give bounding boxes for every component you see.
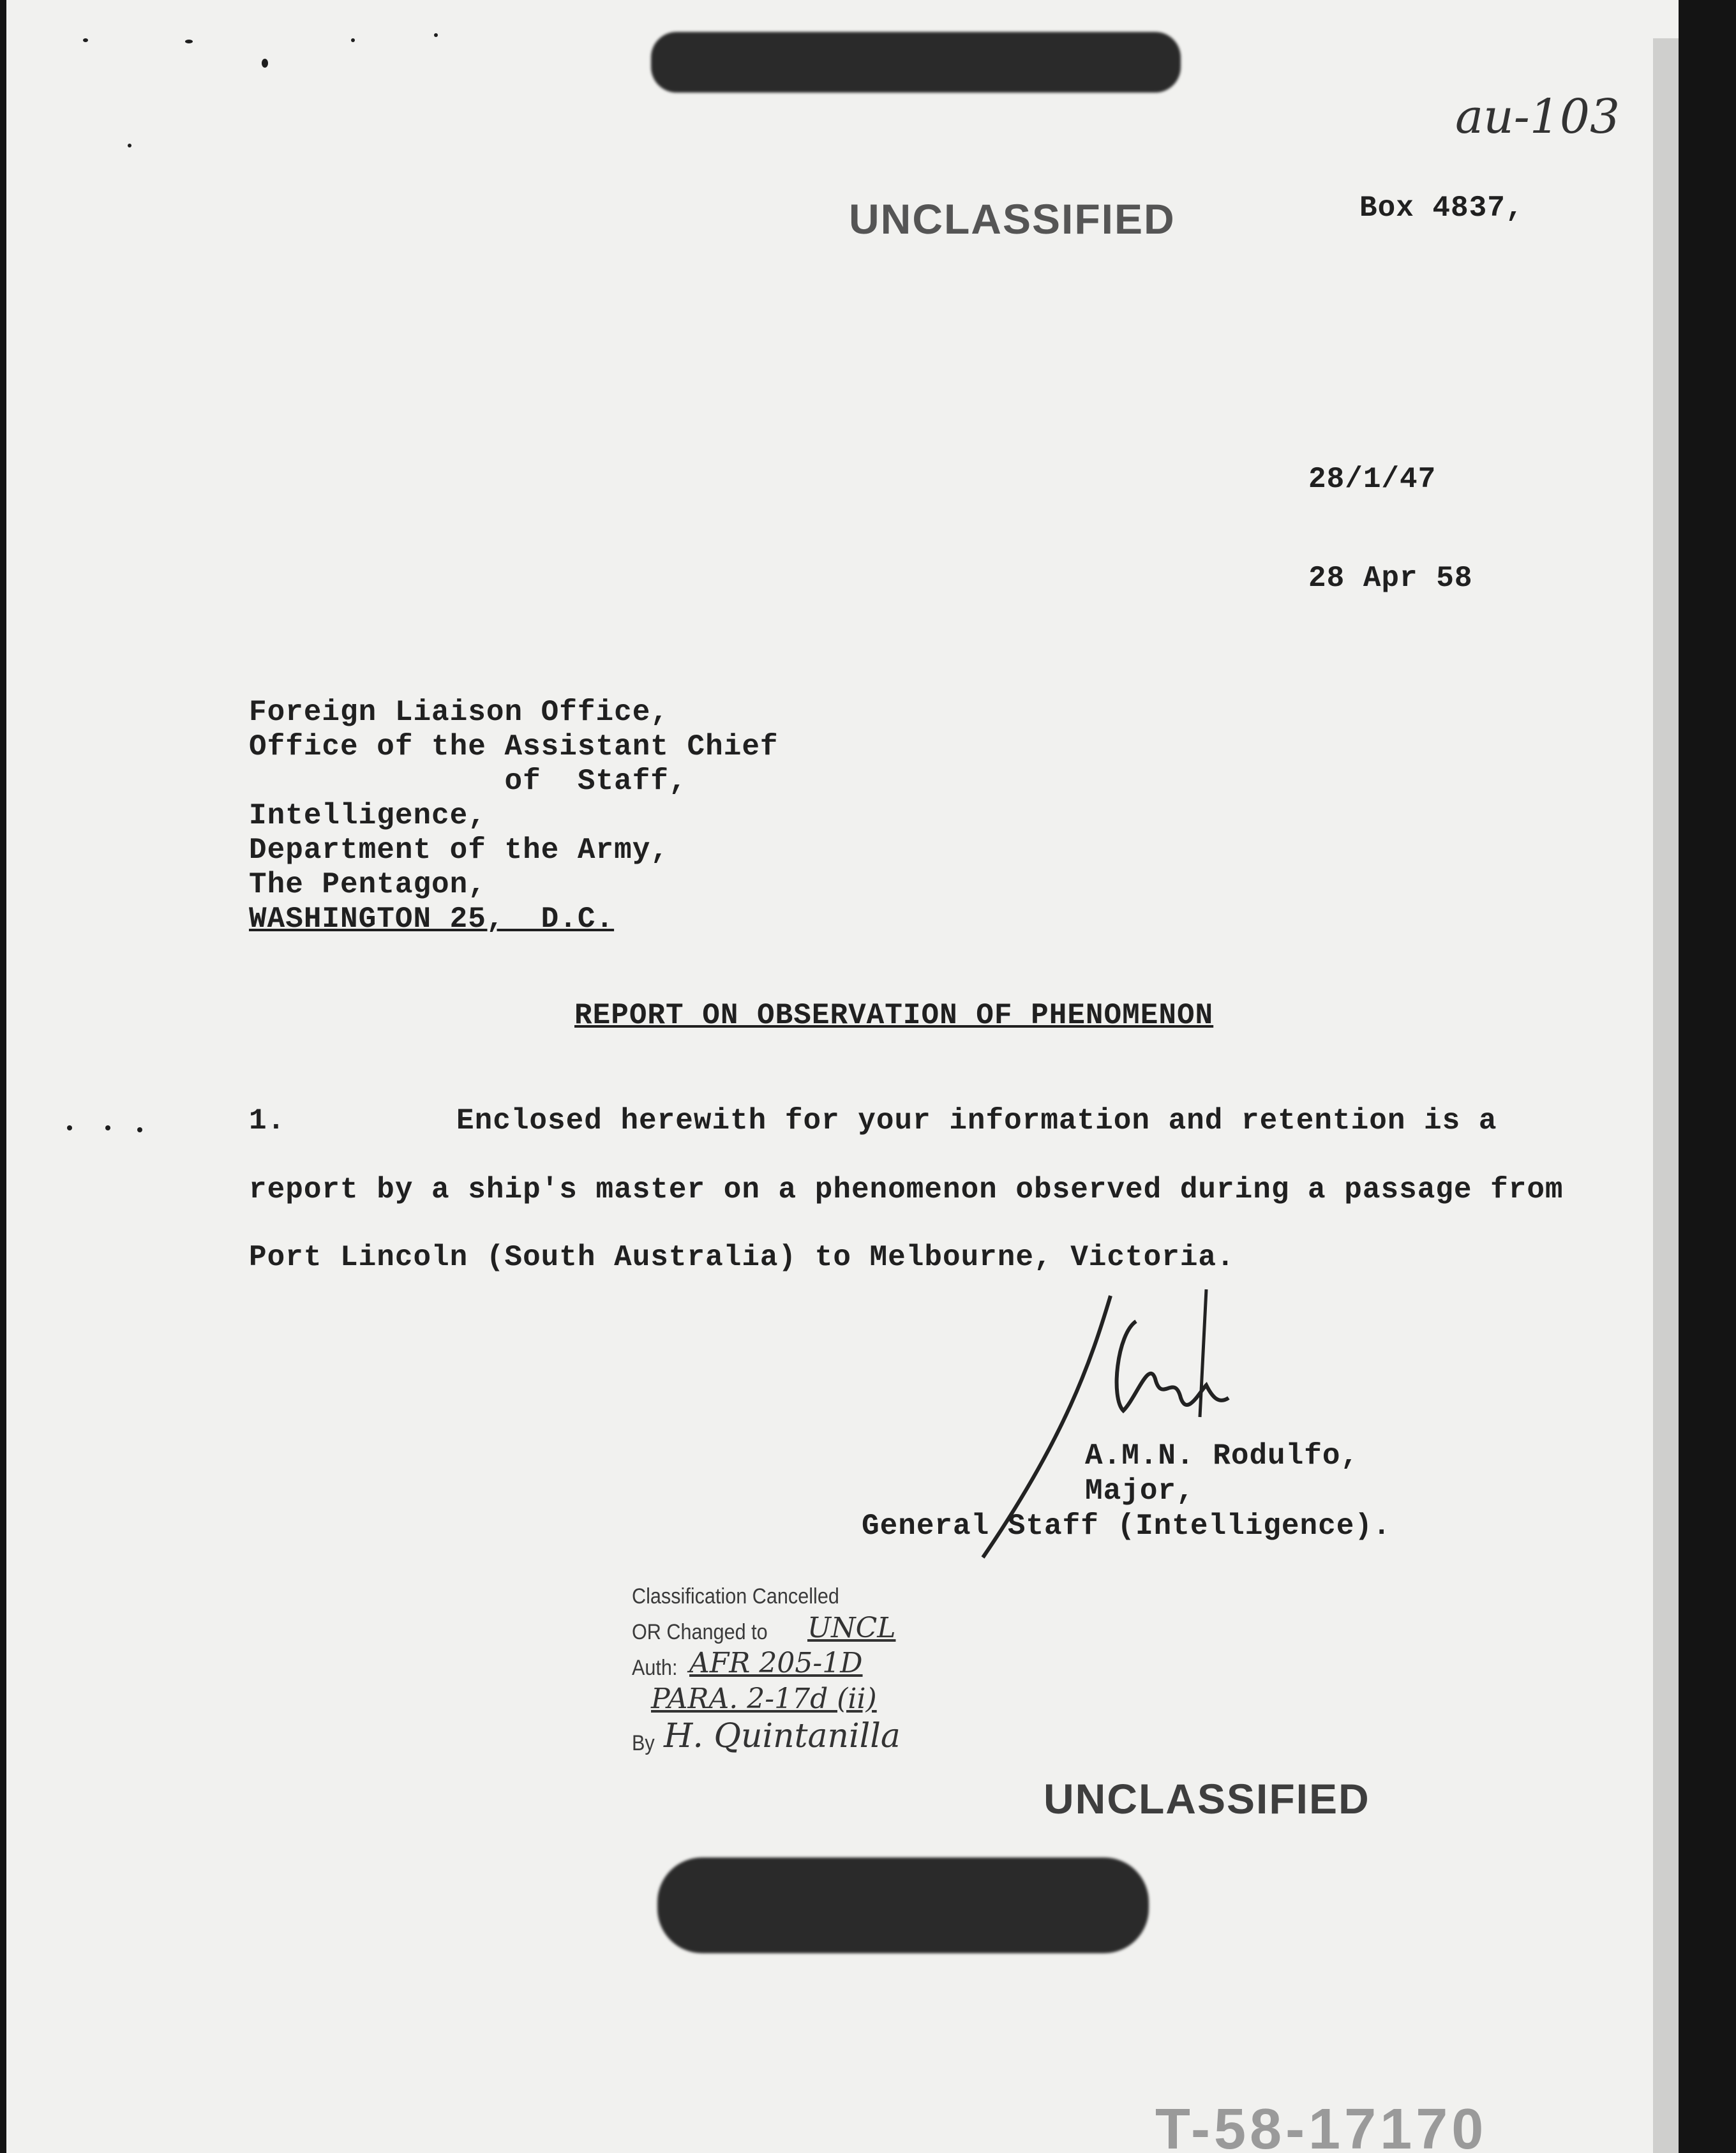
footer-document-number: T-58-17170 [1155, 2097, 1488, 2153]
body-line-2: report by a ship's master on a phenomenon observed during a passage from [249, 1173, 1564, 1206]
body-line-3: Port Lincoln (South Australia) to Melbourne, Victoria. [249, 1241, 1235, 1274]
address-line: of Staff, [249, 765, 687, 798]
redaction-bar-bottom [657, 1857, 1149, 1953]
declass-line-3-label: Auth: [632, 1656, 678, 1680]
page-edge-shadow [1653, 38, 1679, 2153]
dust-speck [185, 40, 193, 43]
signatory-name: A.M.N. Rodulfo, [1085, 1439, 1359, 1473]
dust-speck [351, 38, 355, 42]
box-reference: Box 4837, [1359, 191, 1524, 225]
declass-line-2-value: UNCL [807, 1612, 896, 1644]
address-line: The Pentagon, [249, 868, 486, 901]
unclassified-stamp-bottom: UNCLASSIFIED [1044, 1775, 1370, 1822]
redaction-bar-top [651, 32, 1181, 93]
declass-line-3-value: AFR 205-1D [689, 1647, 863, 1679]
dust-speck [83, 38, 88, 42]
signatory-rank: Major, [1085, 1474, 1195, 1508]
address-line: Foreign Liaison Office, [249, 696, 669, 729]
dust-speck [262, 59, 268, 68]
declass-line-2-label: OR Changed to [632, 1620, 768, 1644]
dust-speck [137, 1127, 142, 1132]
handwritten-reference: au-103 [1455, 89, 1620, 144]
address-city: WASHINGTON 25, D.C. [249, 903, 615, 936]
signatory-title: General Staff (Intelligence). [862, 1510, 1391, 1543]
declass-line-5-value: H. Quintanilla [664, 1717, 901, 1755]
address-line: Intelligence, [249, 799, 486, 832]
address-line: Department of the Army, [249, 834, 669, 867]
declass-line-1: Classification Cancelled [632, 1584, 839, 1609]
address-line: Office of the Assistant Chief [249, 730, 779, 763]
dust-speck [434, 33, 438, 37]
body-line-1: Enclosed herewith for your information and retention is a [456, 1104, 1497, 1137]
declass-line-5-label: By [632, 1731, 655, 1755]
letter-date: 28 Apr 58 [1308, 562, 1473, 595]
reference-number: 28/1/47 [1308, 463, 1437, 496]
declass-line-4-value: PARA. 2-17d (ii) [651, 1683, 877, 1715]
subject-heading: REPORT ON OBSERVATION OF PHENOMENON [574, 999, 1214, 1032]
dust-speck [128, 144, 131, 147]
dust-speck [67, 1125, 72, 1130]
dust-speck [105, 1125, 110, 1130]
document-page [6, 0, 1679, 2153]
paragraph-number: 1. [249, 1104, 286, 1137]
unclassified-stamp-top: UNCLASSIFIED [849, 195, 1176, 243]
